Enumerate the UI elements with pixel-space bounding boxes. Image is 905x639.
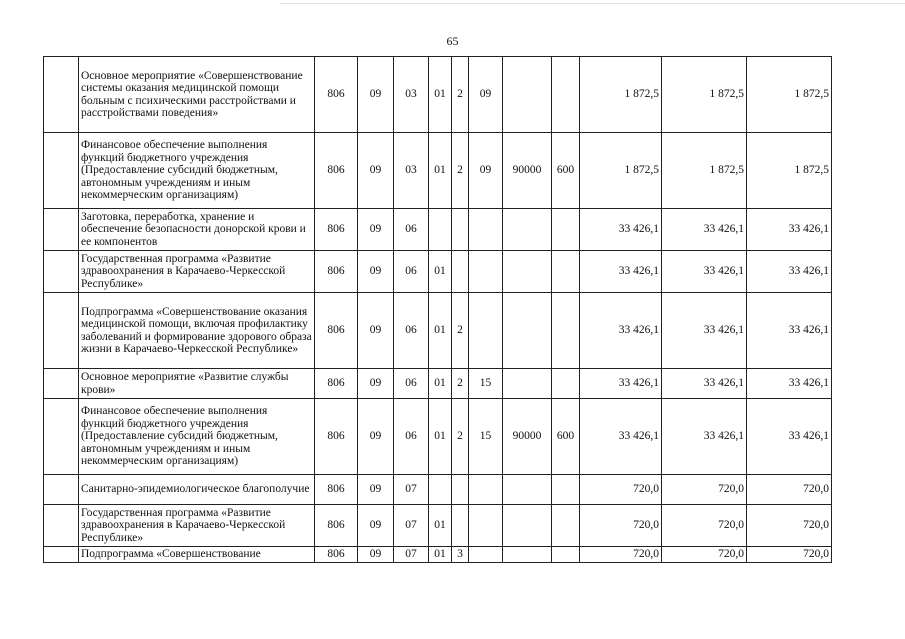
event-code-cell: 09 [469,57,503,133]
section-code-cell: 09 [358,547,394,563]
row-index-cell [44,251,79,293]
table-row [44,505,832,547]
amount-year2-cell: 33 426,1 [662,369,747,399]
program-code-cell: 01 [429,505,452,547]
section-code-cell: 09 [358,399,394,475]
amount-year2-cell: 33 426,1 [662,251,747,293]
row-name-cell: Санитарно-эпидемиологическое благополучие [79,475,315,505]
subprogram-code-cell: 2 [452,369,469,399]
subsection-code-cell: 06 [394,399,429,475]
direction-code-cell [503,505,552,547]
ministry-code-cell: 806 [315,251,358,293]
amount-year3-cell: 33 426,1 [747,251,832,293]
subprogram-code-cell: 2 [452,293,469,369]
subsection-code-cell: 03 [394,133,429,209]
direction-code-cell: 90000 [503,133,552,209]
ministry-code-cell: 806 [315,369,358,399]
row-name-cell: Финансовое обеспечение выполнения функций бюджетного учреждения (Предоставление субсидий бюджетным, автономным учреждениям и иным некоммерческим организациям) [79,399,315,475]
subsection-code-cell: 06 [394,251,429,293]
subsection-code-cell: 07 [394,547,429,563]
section-code-cell: 09 [358,133,394,209]
subprogram-code-cell: 2 [452,133,469,209]
table-row [44,293,832,369]
program-code-cell: 01 [429,293,452,369]
event-code-cell [469,475,503,505]
program-code-cell [429,209,452,251]
table-row [44,133,832,209]
expense-type-cell: 600 [552,399,580,475]
table-row [44,209,832,251]
subsection-code-cell: 06 [394,209,429,251]
amount-year3-cell: 1 872,5 [747,57,832,133]
direction-code-cell [503,475,552,505]
ministry-code-cell: 806 [315,505,358,547]
subprogram-code-cell: 2 [452,399,469,475]
page-number: 65 [446,34,459,48]
amount-year1-cell: 720,0 [580,505,662,547]
event-code-cell [469,251,503,293]
amount-year2-cell: 1 872,5 [662,57,747,133]
amount-year1-cell: 1 872,5 [580,133,662,209]
scan-edge-line [280,3,905,4]
subprogram-code-cell [452,251,469,293]
amount-year1-cell: 33 426,1 [580,293,662,369]
row-name-cell: Государственная программа «Развитие здравоохранения в Карачаево-Черкесской Республике» [79,251,315,293]
event-code-cell: 09 [469,133,503,209]
expense-type-cell [552,209,580,251]
ministry-code-cell: 806 [315,293,358,369]
row-index-cell [44,209,79,251]
subsection-code-cell: 07 [394,475,429,505]
table-body [44,57,832,563]
row-name-cell: Финансовое обеспечение выполнения функций бюджетного учреждения (Предоставление субсидий бюджетным, автономным учреждениям и иным некоммерческим организациям) [79,133,315,209]
row-name-cell: Подпрограмма «Совершенствование [79,547,315,563]
row-index-cell [44,133,79,209]
ministry-code-cell: 806 [315,209,358,251]
subsection-code-cell: 06 [394,293,429,369]
amount-year1-cell: 33 426,1 [580,369,662,399]
amount-year2-cell: 720,0 [662,475,747,505]
section-code-cell: 09 [358,57,394,133]
subsection-code-cell: 07 [394,505,429,547]
subprogram-code-cell [452,505,469,547]
amount-year3-cell: 720,0 [747,547,832,563]
section-code-cell: 09 [358,251,394,293]
budget-table [43,56,832,563]
subprogram-code-cell: 3 [452,547,469,563]
amount-year2-cell: 720,0 [662,505,747,547]
amount-year3-cell: 1 872,5 [747,133,832,209]
section-code-cell: 09 [358,293,394,369]
amount-year1-cell: 720,0 [580,475,662,505]
amount-year1-cell: 33 426,1 [580,399,662,475]
row-name-cell: Основное мероприятие «Совершенствование системы оказания медицинской помощи больным с психическими расстройствами и расстройствами поведения» [79,57,315,133]
direction-code-cell [503,369,552,399]
subsection-code-cell: 06 [394,369,429,399]
table-row [44,475,832,505]
subprogram-code-cell: 2 [452,57,469,133]
program-code-cell: 01 [429,369,452,399]
table-row [44,251,832,293]
table-row [44,547,832,563]
section-code-cell: 09 [358,475,394,505]
subprogram-code-cell [452,209,469,251]
row-name-cell: Заготовка, переработка, хранение и обеспечение безопасности донорской крови и ее компонентов [79,209,315,251]
program-code-cell: 01 [429,57,452,133]
event-code-cell [469,547,503,563]
expense-type-cell [552,475,580,505]
table-row [44,399,832,475]
amount-year3-cell: 720,0 [747,505,832,547]
program-code-cell: 01 [429,251,452,293]
subprogram-code-cell [452,475,469,505]
row-index-cell [44,475,79,505]
amount-year3-cell: 33 426,1 [747,369,832,399]
event-code-cell [469,209,503,251]
program-code-cell: 01 [429,399,452,475]
row-index-cell [44,293,79,369]
program-code-cell [429,475,452,505]
section-code-cell: 09 [358,209,394,251]
amount-year1-cell: 720,0 [580,547,662,563]
amount-year1-cell: 1 872,5 [580,57,662,133]
direction-code-cell [503,251,552,293]
row-index-cell [44,57,79,133]
ministry-code-cell: 806 [315,399,358,475]
row-name-cell: Государственная программа «Развитие здравоохранения в Карачаево-Черкесской Республике» [79,505,315,547]
expense-type-cell [552,369,580,399]
expense-type-cell [552,57,580,133]
expense-type-cell: 600 [552,133,580,209]
section-code-cell: 09 [358,505,394,547]
amount-year2-cell: 1 872,5 [662,133,747,209]
row-index-cell [44,399,79,475]
row-index-cell [44,369,79,399]
subsection-code-cell: 03 [394,57,429,133]
direction-code-cell: 90000 [503,399,552,475]
ministry-code-cell: 806 [315,133,358,209]
event-code-cell [469,505,503,547]
expense-type-cell [552,293,580,369]
amount-year2-cell: 33 426,1 [662,209,747,251]
program-code-cell: 01 [429,133,452,209]
ministry-code-cell: 806 [315,57,358,133]
event-code-cell [469,293,503,369]
table-row [44,57,832,133]
amount-year2-cell: 33 426,1 [662,293,747,369]
table-row [44,369,832,399]
amount-year1-cell: 33 426,1 [580,251,662,293]
direction-code-cell [503,547,552,563]
amount-year2-cell: 33 426,1 [662,399,747,475]
event-code-cell: 15 [469,399,503,475]
direction-code-cell [503,209,552,251]
amount-year3-cell: 33 426,1 [747,399,832,475]
amount-year1-cell: 33 426,1 [580,209,662,251]
section-code-cell: 09 [358,369,394,399]
amount-year3-cell: 33 426,1 [747,293,832,369]
row-index-cell [44,547,79,563]
amount-year3-cell: 720,0 [747,475,832,505]
row-name-cell: Основное мероприятие «Развитие службы крови» [79,369,315,399]
program-code-cell: 01 [429,547,452,563]
row-name-cell: Подпрограмма «Совершенствование оказания медицинской помощи, включая профилактику заболеваний и формирование здорового образа жизни в Карачаево-Черкесской Республике» [79,293,315,369]
expense-type-cell [552,251,580,293]
direction-code-cell [503,57,552,133]
amount-year2-cell: 720,0 [662,547,747,563]
ministry-code-cell: 806 [315,475,358,505]
expense-type-cell [552,505,580,547]
event-code-cell: 15 [469,369,503,399]
row-index-cell [44,505,79,547]
ministry-code-cell: 806 [315,547,358,563]
direction-code-cell [503,293,552,369]
expense-type-cell [552,547,580,563]
amount-year3-cell: 33 426,1 [747,209,832,251]
